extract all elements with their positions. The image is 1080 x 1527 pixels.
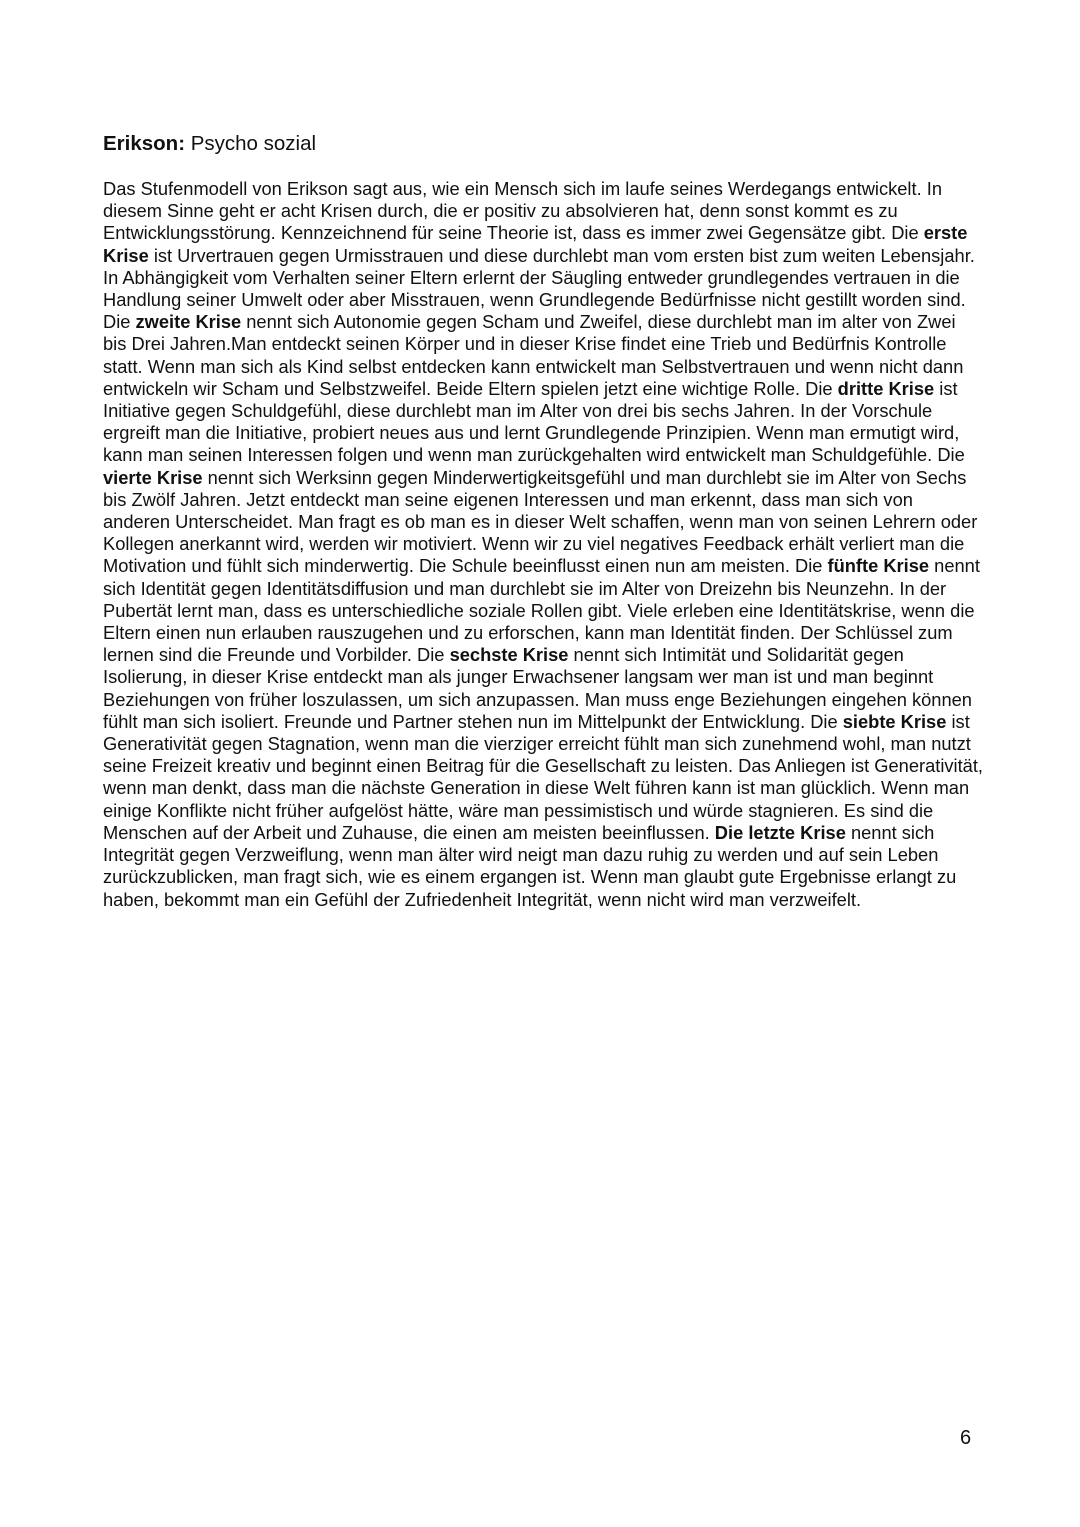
text-segment: Das Stufenmodell von Erikson sagt aus, wie ein Mensch sich im laufe seines Werdegangs entwickelt. In diesem Sinne geht er acht Krisen durch, die er positiv zu absolvieren hat, denn sonst kommt es zu Entwicklungsstörung. Kennzeichnend für seine Theorie ist, dass es immer zwei Gegensätze gibt. Die [103,178,942,244]
text-segment: ist Initiative gegen Schuldgefühl, diese durchlebt man im Alter von drei bis sechs Jahren. In der Vorschule ergreift man die Initiative, probiert neues aus und lernt Grundlegende Prinzipien. Wenn man ermutigt wird, kann man seinen Interessen folgen und wenn man zurückgehalten wird entwickelt man Schuldgefühle. Die [103,377,965,466]
text-segment: nennt sich Intimität und Solidarität gegen Isolierung, in dieser Krise entdeckt man als junger Erwachsener langsam wer man ist und man beginnt Beziehungen von früher loszulassen, um sich anzupassen. Man muss enge Beziehungen eingehen können fühlt man sich isoliert. Freunde und Partner stehen nun im Mittelpunkt der Entwicklung. Die [103,644,972,732]
text-segment: nennt sich Autonomie gegen Scham und Zweifel, diese durchlebt man im alter von Zwei bis Drei Jahren.Man entdeckt seinen Körper und in dieser Krise findet eine Trieb und Bedürfnis Kontrolle statt. Wenn man sich als Kind selbst entdecken kann entwickelt man Selbstvertrauen und wenn nicht dann entwickeln wir Scham und Selbstzweifel. Beide Eltern spielen jetzt eine wichtige Rolle. Die [103,311,964,399]
section-heading [103,128,983,160]
crisis-term: erste Krise [103,222,968,266]
text-segment: nennt sich Integrität gegen Verzweiflung, wenn man älter wird neigt man dazu ruhig zu werden und auf sein Leben zurückzublicken, man fragt sich, wie es einem ergangen ist. Wenn man glaubt gute Ergebnisse erlangt zu haben, bekommt man ein Gefühl der Zufriedenheit Integrität, wenn nicht wird man verzweifelt. [103,821,957,910]
crisis-term: siebte Krise [842,710,947,732]
crisis-term: dritte Krise [837,377,935,399]
text-segment: ist Urvertrauen gegen Urmisstrauen und diese durchlebt man vom ersten bist zum weiten Lebensjahr. In Abhängigkeit vom Verhalten seiner Eltern erlernt der Säugling entweder grundlegendes vertrauen in die Handlung seiner Umwelt oder aber Misstrauen, wenn Grundlegende Bedürfnisse nicht gestillt worden sind. Die [103,244,975,333]
heading-topic: Psycho sozial [185,132,317,155]
text-segment: nennt sich Identität gegen Identitätsdiffusion und man durchlebt sie im Alter von Dreizehn bis Neunzehn. In der Pubertät lernt man, dass es unterschiedliche soziale Rollen gibt. Viele erleben eine Identitätskrise, wenn die Eltern einen nun erlauben rauszugehen und zu erforschen, kann man Identität finden. Der Schlüssel zum lernen sind die Freunde und Vorbilder. Die [103,555,980,666]
crisis-term: fünfte Krise [827,555,930,577]
text-segment: nennt sich Werksinn gegen Minderwertigkeitsgefühl und man durchlebt sie im Alter von Sechs bis Zwölf Jahren. Jetzt entdeckt man seine eigenen Interessen und man erkennt, dass man sich von anderen Unterscheidet. Man fragt es ob man es in dieser Welt schaffen, wenn man von seinen Lehrern oder Kollegen anerkannt wird, werden wir motiviert. Wenn wir zu viel negatives Feedback erhält verliert man die Motivation und fühlt sich minderwertig. Die Schule beeinflusst einen nun am meisten. Die [103,466,978,577]
text-segment: ist Generativität gegen Stagnation, wenn man die vierziger erreicht fühlt man sich zunehmend wohl, man nutzt seine Freizeit kreativ und beginnt einen Beitrag für die Gesellschaft zu leisten. Das Anliegen ist Generativität, wenn man denkt, dass man die nächste Generation in diese Welt führen kann ist man glücklich. Wenn man einige Konflikte nicht früher aufgelöst hätte, wäre man pessimistisch und würde stagnieren. Es sind die Menschen auf der Arbeit und Zuhause, die einen am meisten beeinflussen. [103,710,984,843]
crisis-term: sechste Krise [449,644,569,666]
crisis-term: zweite Krise [135,311,242,333]
crisis-term: vierte Krise [103,466,203,488]
crisis-term: Die letzte Krise [714,821,846,843]
document-page [103,128,983,911]
body-paragraph [103,178,983,911]
page-number: 6 [960,1427,972,1449]
heading-author: Erikson: [103,132,186,155]
